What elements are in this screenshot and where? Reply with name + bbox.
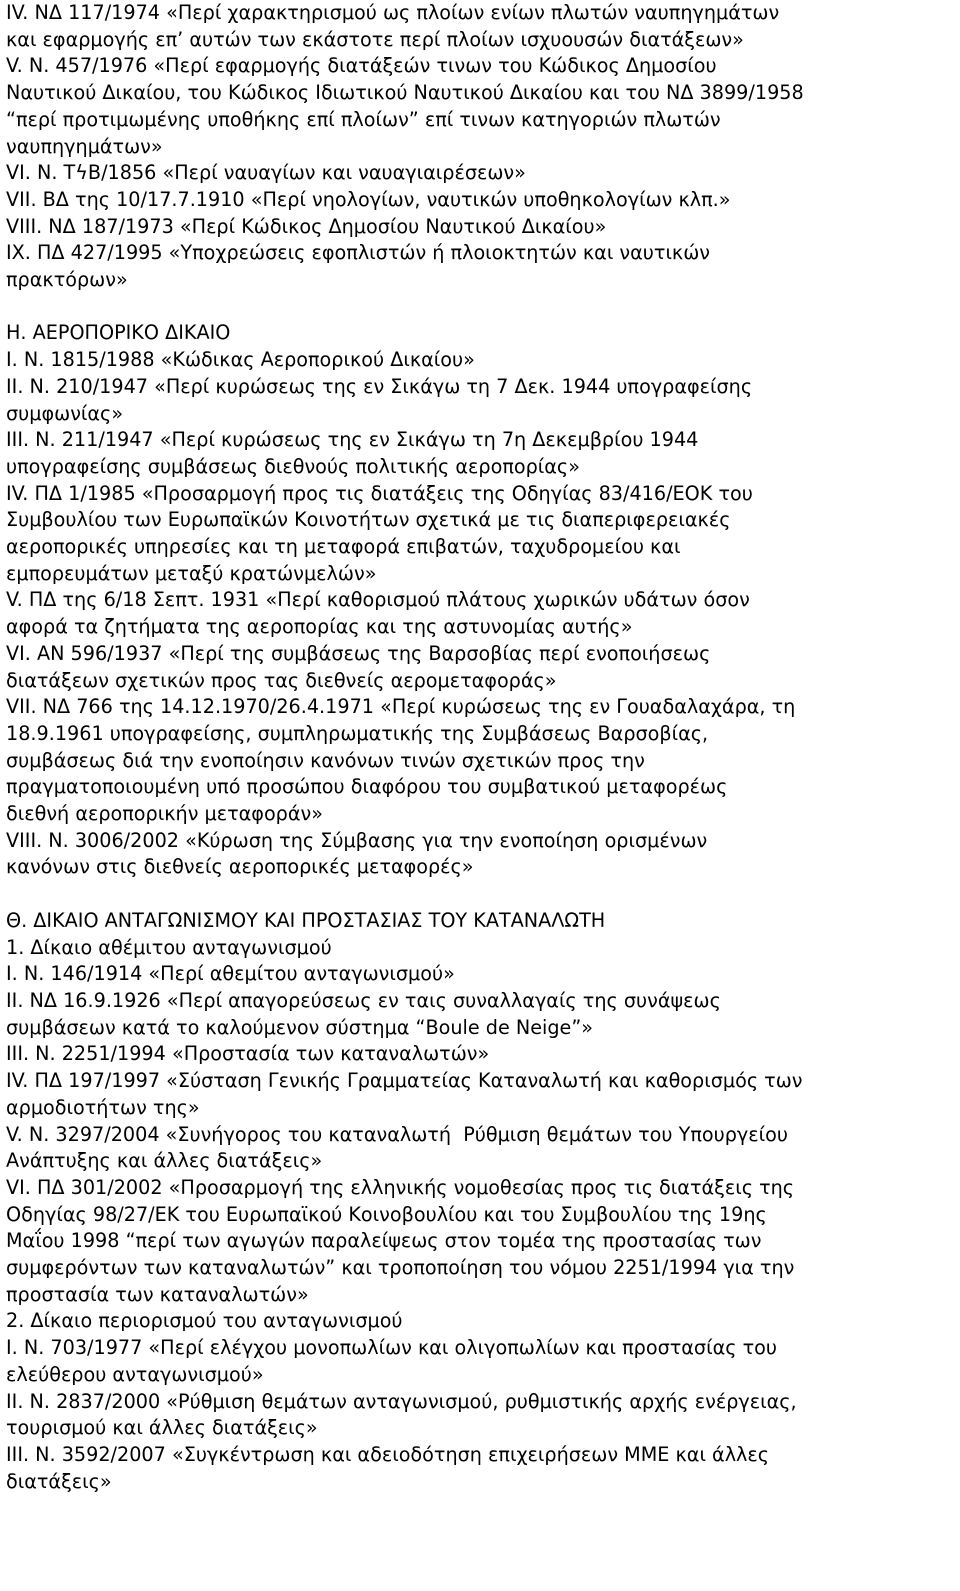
text-line: IV. ΠΔ 197/1997 «Σύσταση Γενικής Γραμματείας Καταναλωτή και καθορισμός των [6, 1069, 803, 1093]
text-line: VI. ΠΔ 301/2002 «Προσαρμογή της ελληνικής νομοθεσίας προς τις διατάξεις της [6, 1175, 795, 1199]
text-line: Ναυτικού Δικαίου, του Κώδικος Ιδιωτικού Ναυτικού Δικαίου και του ΝΔ 3899/1958 [6, 81, 804, 105]
text-line: II. ΝΔ 16.9.1926 «Περί απαγορεύσεως εν ταις συναλλαγαίς της συνάψεως [6, 988, 721, 1012]
text-line: κανόνων στις διεθνείς αεροπορικές μεταφορές» [6, 855, 474, 879]
text-line: Συμβουλίου των Ευρωπαϊκών Κοινοτήτων σχετικά με τις διαπεριφερειακές [6, 508, 731, 532]
text-line: Οδηγίας 98/27/ΕΚ του Ευρωπαϊκού Κοινοβουλίου και του Συμβουλίου της 19ης [6, 1202, 767, 1226]
text-line: VI. Ν. ΤϟΒ/1856 «Περί ναυαγίων και ναυαγιαιρέσεων» [6, 161, 526, 185]
text-line: συμβάσεως διά την ενοποίησιν κανόνων τινών σχετικών προς την [6, 748, 645, 772]
text-line: αεροπορικές υπηρεσίες και τη μεταφορά επιβατών, ταχυδρομείου και [6, 535, 681, 559]
text-line: IV. ΠΔ 1/1985 «Προσαρμογή προς τις διατάξεις της Οδηγίας 83/416/ΕΟΚ του [6, 481, 753, 505]
text-line: διατάξεις» [6, 1469, 112, 1493]
text-line: 18.9.1961 υπογραφείσης, συμπληρωματικής της Συμβάσεως Βαρσοβίας, [6, 721, 709, 745]
text-line: πρακτόρων» [6, 268, 128, 292]
text-line: συμφερόντων των καταναλωτών” και τροποποίηση του νόμου 2251/1994 για την [6, 1256, 795, 1280]
text-line: VII. ΝΔ 766 της 14.12.1970/26.4.1971 «Περί κυρώσεως της εν Γουαδαλαχάρα, τη [6, 695, 796, 719]
text-line: προστασία των καταναλωτών» [6, 1282, 309, 1306]
text-line: VIII. Ν. 3006/2002 «Κύρωση της Σύμβασης για την ενοποίηση ορισμένων [6, 828, 708, 852]
text-line: ελεύθερου ανταγωνισμού» [6, 1362, 264, 1386]
text-line: II. Ν. 2837/2000 «Ρύθμιση θεμάτων ανταγωνισμού, ρυθμιστικής αρχής ενέργειας, [6, 1389, 797, 1413]
text-line: συμβάσεων κατά το καλούμενον σύστημα “Boule de Neige”» [6, 1015, 593, 1039]
text-line: και εφαρμογής επ’ αυτών των εκάστοτε περί πλοίων ισχυουσών διατάξεων» [6, 27, 744, 51]
text-line: πραγματοποιουμένη υπό προσώπου διαφόρου του συμβατικού μεταφορέως [6, 775, 728, 799]
text-line: VII. ΒΔ της 10/17.7.1910 «Περί νηολογίων, ναυτικών υποθηκολογίων κλπ.» [6, 187, 731, 211]
text-line: IV. ΝΔ 117/1974 «Περί χαρακτηρισμού ως πλοίων ενίων πλωτών ναυπηγημάτων [6, 1, 780, 24]
text-line: III. Ν. 2251/1994 «Προστασία των καταναλωτών» [6, 1042, 490, 1066]
text-line: αρμοδιοτήτων της» [6, 1095, 200, 1119]
blank-line [6, 294, 952, 321]
text-line: 2. Δίκαιο περιορισμού του ανταγωνισμού [6, 1309, 403, 1333]
text-line: I. Ν. 1815/1988 «Κώδικας Αεροπορικού Δικαίου» [6, 348, 475, 372]
text-line: διατάξεων σχετικών προς τας διεθνείς αερομεταφοράς» [6, 668, 557, 692]
text-line: ναυπηγημάτων» [6, 134, 163, 158]
text-line: III. Ν. 3592/2007 «Συγκέντρωση και αδειοδότηση επιχειρήσεων ΜΜΕ και άλλες [6, 1442, 770, 1466]
text-line: II. Ν. 210/1947 «Περί κυρώσεως της εν Σικάγω τη 7 Δεκ. 1944 υπογραφείσης [6, 374, 753, 398]
text-line: Η. ΑΕΡΟΠΟΡΙΚΟ ΔΙΚΑΙΟ [6, 321, 231, 345]
text-line: III. Ν. 211/1947 «Περί κυρώσεως της εν Σικάγω τη 7η Δεκεμβρίου 1944 [6, 428, 699, 452]
text-line: VI. ΑΝ 596/1937 «Περί της συμβάσεως της Βαρσοβίας περί ενοποιήσεως [6, 641, 711, 665]
text-line: υπογραφείσης συμβάσεως διεθνούς πολιτικής αεροπορίας» [6, 454, 580, 478]
blank-line [6, 881, 952, 908]
text-line: Θ. ΔΙΚΑΙΟ ΑΝΤΑΓΩΝΙΣΜΟΥ ΚΑΙ ΠΡΟΣΤΑΣΙΑΣ ΤΟΥ ΚΑΤΑΝΑΛΩΤΗ [6, 908, 606, 932]
text-line: V. ΠΔ της 6/18 Σεπτ. 1931 «Περί καθορισμού πλάτους χωρικών υδάτων όσον [6, 588, 750, 612]
text-line: διεθνή αεροπορικήν μεταφοράν» [6, 802, 323, 826]
text-line: Μαΐου 1998 “περί των αγωγών παραλείψεως στον τομέα της προστασίας των [6, 1229, 762, 1253]
text-line: συμφωνίας» [6, 401, 124, 425]
text-line: VIII. ΝΔ 187/1973 «Περί Κώδικος Δημοσίου Ναυτικού Δικαίου» [6, 214, 607, 238]
text-line: 1. Δίκαιο αθέμιτου ανταγωνισμού [6, 935, 332, 959]
text-line: αφορά τα ζητήματα της αεροπορίας και της αστυνομίας αυτής» [6, 615, 633, 639]
text-line: “περί προτιμωμένης υποθήκης επί πλοίων” επί τινων κατηγοριών πλωτών [6, 107, 721, 131]
document-page [6, 0, 952, 1495]
text-line: V. Ν. 3297/2004 «Συνήγορος του καταναλωτή Ρύθμιση θεμάτων του Υπουργείου [6, 1122, 788, 1146]
text-line: IX. ΠΔ 427/1995 «Υποχρεώσεις εφοπλιστών ή πλοιοκτητών και ναυτικών [6, 241, 711, 265]
text-line: τουρισμού και άλλες διατάξεις» [6, 1416, 318, 1440]
text-line: I. Ν. 703/1977 «Περί ελέγχου μονοπωλίων και ολιγοπωλίων και προστασίας του [6, 1336, 777, 1360]
text-line: Ανάπτυξης και άλλες διατάξεις» [6, 1149, 323, 1173]
text-line: I. Ν. 146/1914 «Περί αθεμίτου ανταγωνισμού» [6, 962, 455, 986]
text-line: V. Ν. 457/1976 «Περί εφαρμογής διατάξεών τινων του Κώδικος Δημοσίου [6, 54, 717, 78]
text-line: εμπορευμάτων μεταξύ κρατώνμελών» [6, 561, 377, 585]
